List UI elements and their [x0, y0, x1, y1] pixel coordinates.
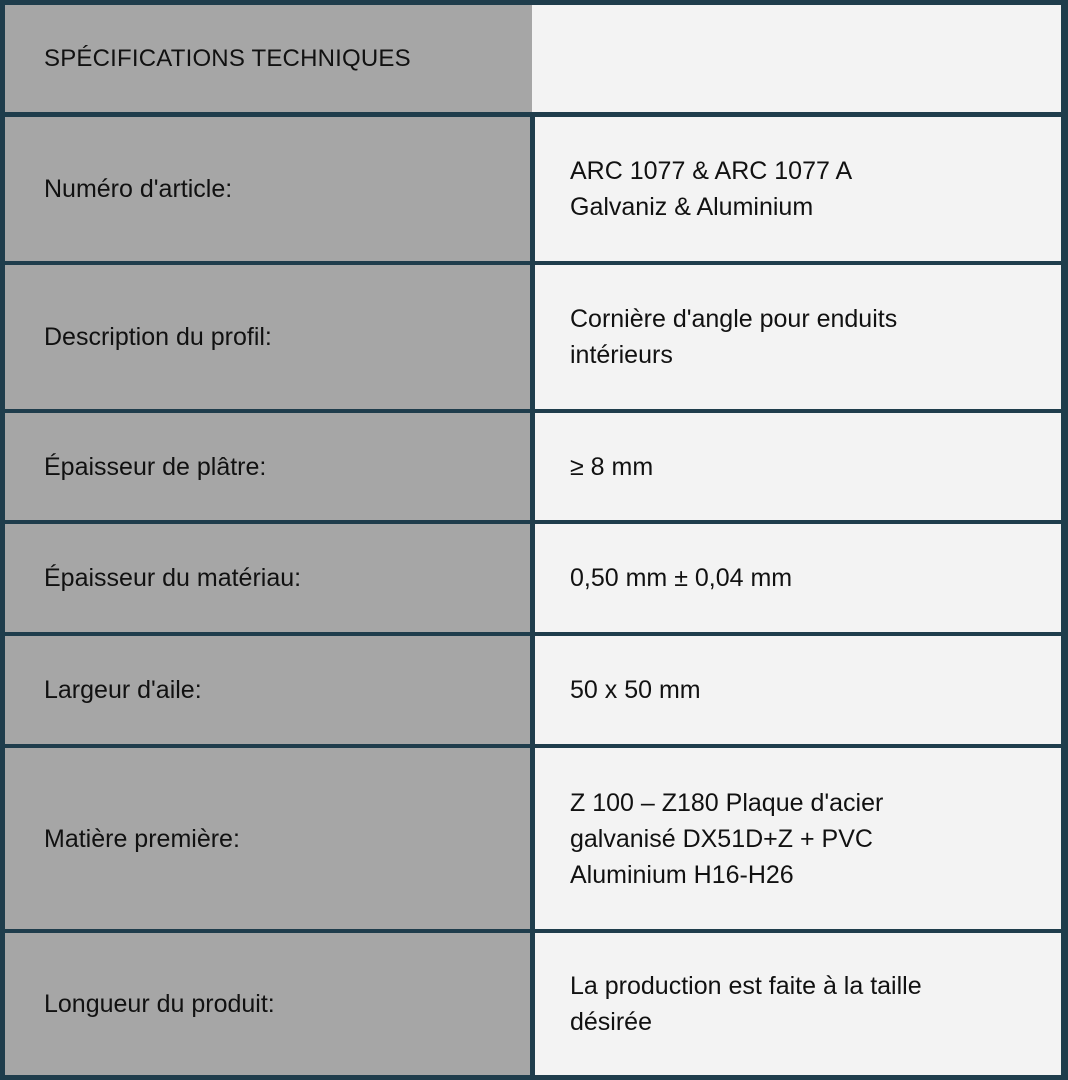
spec-label: Matière première: [44, 824, 240, 853]
spec-value-cell [535, 748, 1061, 929]
spec-value: 50 x 50 mm [570, 676, 701, 704]
spec-label: Largeur d'aile: [44, 676, 202, 704]
spec-label-cell [5, 933, 530, 1075]
spec-value: Cornière d'angle pour enduits intérieurs [570, 305, 898, 369]
header-title-cell [5, 5, 532, 112]
spec-label-cell [5, 413, 530, 520]
spec-value-cell [535, 933, 1061, 1075]
spec-value: ARC 1077 & ARC 1077 A Galvaniz & Aluminium [570, 157, 853, 221]
header-title: SPÉCIFICATIONS TECHNIQUES [44, 44, 411, 72]
spec-label: Numéro d'article: [44, 175, 233, 203]
spec-value: La production est faite à la taille désirée [570, 972, 922, 1036]
spec-value-cell [535, 413, 1061, 520]
spec-label-cell [5, 117, 530, 261]
spec-label: Épaisseur de plâtre: [44, 452, 267, 481]
header-empty-cell [532, 5, 1061, 112]
spec-value: 0,50 mm ± 0,04 mm [570, 564, 793, 592]
spec-value-cell [535, 117, 1061, 261]
spec-label-cell [5, 748, 530, 929]
spec-label: Épaisseur du matériau: [44, 564, 302, 592]
spec-value-cell [535, 524, 1061, 632]
spec-label-cell [5, 265, 530, 409]
spec-value-cell [535, 265, 1061, 409]
spec-value: Z 100 – Z180 Plaque d'acier galvanisé DX51D+Z + PVC Aluminium H16-H26 [570, 788, 884, 889]
spec-value: ≥ 8 mm [570, 452, 654, 481]
spec-label: Longueur du produit: [44, 990, 275, 1018]
spec-value-cell [535, 636, 1061, 744]
spec-label-cell [5, 524, 530, 632]
spec-label-cell [5, 636, 530, 744]
spec-label: Description du profil: [44, 323, 272, 351]
